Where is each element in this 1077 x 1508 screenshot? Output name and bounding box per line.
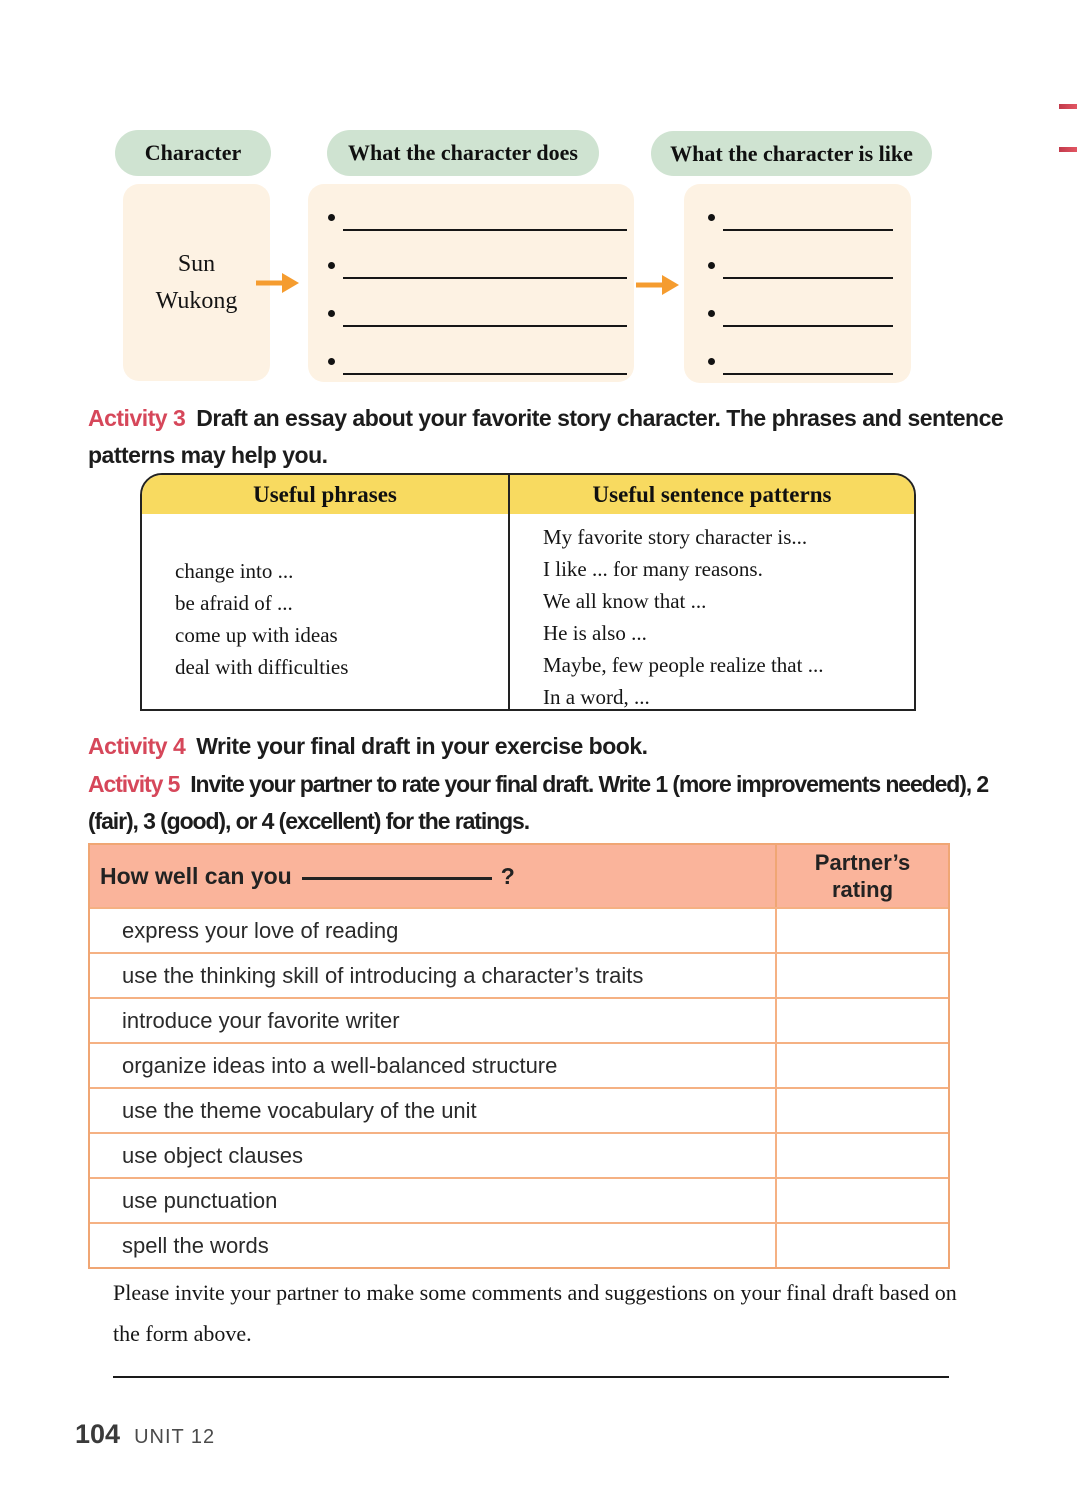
blank-line [328,301,627,327]
rating-question-header [90,845,777,907]
useful-sentence-patterns-header: Useful sentence patterns [510,475,914,514]
bullet-dot [328,214,335,221]
phrases-table-body [142,514,914,709]
blank-line [328,253,627,279]
rating-row-label: use the thinking skill of introducing a character’s traits [90,954,777,997]
blank-line [708,253,893,279]
phrase-item: deal with difficulties [175,655,349,679]
partners-rating-header-line1: Partner’s [814,850,911,875]
character-name-line2: Wukong [155,287,238,314]
bullet-dot [708,262,715,269]
phrase-item: be afraid of ... [175,591,293,615]
page-number: 104 [75,1419,121,1449]
pattern-item: Maybe, few people realize that ... [543,653,824,677]
page-footer [75,1419,215,1450]
arrow-right-icon [256,270,300,296]
activity5-text: Invite your partner to rate your final draft. Write 1 (more improvements needed), 2 (fair), 3 (good), or 4 (excellent) for the ratings. [88,771,989,834]
bullet-dot [708,214,715,221]
what-character-does-box [308,184,634,382]
pattern-item: My favorite story character is... [543,525,808,549]
bullet-dot [328,310,335,317]
character-name-box [123,184,270,381]
blank-writing-line [113,1376,949,1378]
useful-phrases-list [142,514,510,709]
rating-row-label: organize ideas into a well-balanced structure [90,1044,777,1087]
rating-row-label: use the theme vocabulary of the unit [90,1089,777,1132]
rating-cell-empty [777,954,948,997]
activity4-heading [88,728,1008,765]
unit-label: UNIT 12 [134,1426,216,1448]
table-row [90,997,948,1042]
rating-row-label: use object clauses [90,1134,777,1177]
phrase-item: come up with ideas [175,623,338,647]
red-dash-mark [1059,147,1077,152]
blank-line [328,349,627,375]
bullet-dot [708,310,715,317]
blank-line [302,873,492,880]
table-row [90,1222,948,1267]
note-text: Please invite your partner to make some comments and suggestions on your final draft based on the form above. [113,1280,957,1346]
sentence-patterns-list [510,514,914,709]
red-dash-mark [1059,104,1077,109]
blank-line [708,205,893,231]
useful-phrases-header: Useful phrases [142,475,510,514]
activity5-label: Activity 5 [88,771,180,797]
table-row [90,952,948,997]
activity3-heading [88,400,1008,474]
rating-cell-empty [777,1179,948,1222]
rating-question-mark: ? [500,862,515,889]
bullet-dot [708,358,715,365]
blank-line [708,349,893,375]
rating-table-header-row [90,845,948,907]
table-row [90,1177,948,1222]
bullet-dot [328,358,335,365]
diagram-header-what-character-does: What the character does [327,130,599,176]
pattern-item: I like ... for many reasons. [543,557,763,581]
table-row [90,1087,948,1132]
pattern-item: In a word, ... [543,685,650,709]
partner-rating-table [88,843,950,1269]
character-name-line1: Sun [177,250,216,277]
blank-line [708,301,893,327]
what-character-is-like-box [684,184,911,383]
rating-cell-empty [777,1224,948,1267]
table-row [90,1132,948,1177]
rating-cell-empty [777,909,948,952]
partners-rating-header-line2: rating [831,877,894,902]
activity4-label: Activity 4 [88,733,186,759]
partners-rating-header [777,845,948,907]
activity3-label: Activity 3 [88,405,186,431]
rating-row-label: express your love of reading [90,909,777,952]
phrases-table-header-row [142,475,914,514]
rating-cell-empty [777,999,948,1042]
activity5-heading [88,766,1038,840]
rating-row-label: use punctuation [90,1179,777,1222]
useful-phrases-table [140,473,916,711]
rating-cell-empty [777,1044,948,1087]
table-row [90,907,948,952]
pattern-item: He is also ... [543,621,647,645]
activity4-text: Write your final draft in your exercise book. [196,733,648,759]
phrase-item: change into ... [175,559,294,583]
diagram-header-character: Character [115,130,271,176]
rating-row-label: introduce your favorite writer [90,999,777,1042]
pattern-item: We all know that ... [543,589,707,613]
diagram-header-what-character-is-like: What the character is like [651,131,932,176]
table-row [90,1042,948,1087]
bullet-dot [328,262,335,269]
rating-cell-empty [777,1089,948,1132]
activity3-text: Draft an essay about your favorite story character. The phrases and sentence patterns may help you. [88,405,1004,468]
rating-row-label: spell the words [90,1224,777,1267]
rating-cell-empty [777,1134,948,1177]
blank-line [328,205,627,231]
arrow-right-icon [636,272,680,298]
rating-question-prefix: How well can you [100,862,292,889]
